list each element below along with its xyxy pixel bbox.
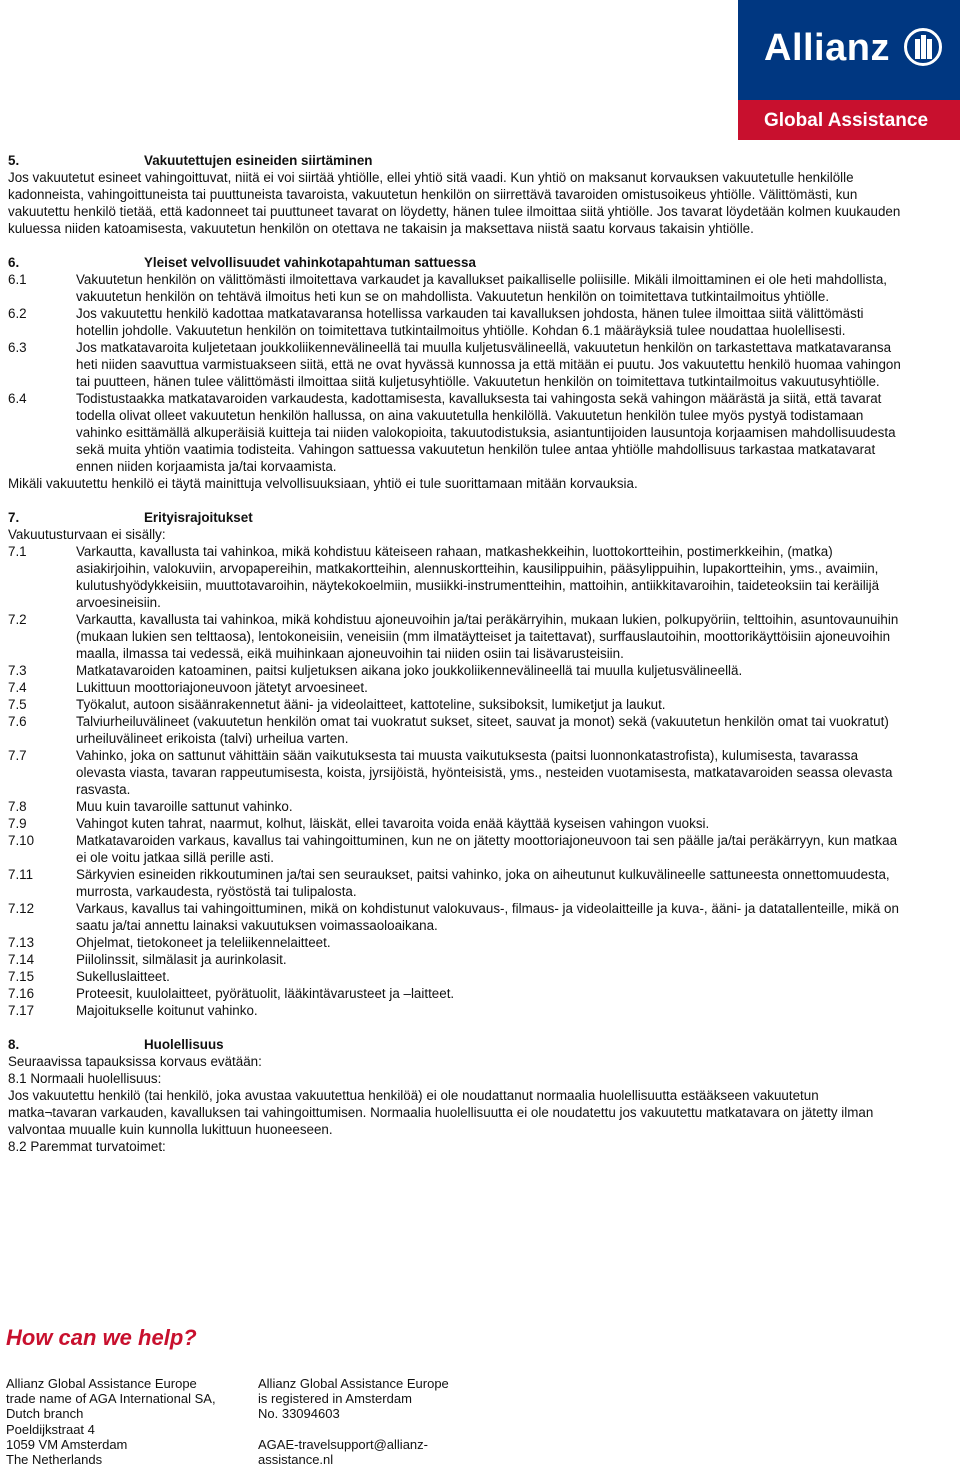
item-text: Talviurheiluvälineet (vakuutetun henkilön omat tai vuokratut sukset, siteet, sauvat ja monot) sekä (vakuutetun henkilön omat tai vuokratut) urheiluvälineet erikoista (talvi) urheilua varten.: [76, 714, 889, 746]
section-number: 8.: [8, 1037, 20, 1052]
section-number: 6.: [8, 255, 20, 270]
section-heading: [8, 509, 908, 526]
item-text: Sukelluslaitteet.: [76, 969, 170, 984]
footer-line: AGAE-travelsupport@allianz-: [258, 1436, 428, 1452]
item-number: 7.3: [8, 663, 27, 678]
section-title: Yleiset velvollisuudet vahinkotapahtuman sattuessa: [144, 255, 476, 270]
item-number: 7.10: [8, 833, 35, 848]
item-text: Ohjelmat, tietokoneet ja teleliikennelaitteet.: [76, 935, 331, 950]
section-heading: [8, 1036, 908, 1053]
item-number: 7.7: [8, 748, 27, 763]
item-number: 7.17: [8, 1003, 35, 1018]
list-item: [8, 934, 908, 951]
list-item: [8, 543, 908, 611]
item-text: Todistustaakka matkatavaroiden varkaudesta, kadottamisesta, kavalluksesta tai vahingosta sekä vahingon määrästä ja siitä, että tavarat todella olivat olleet vakuutetun henkilön hallussa, on aina vakuutetulla henkilöllä. Vakuutetun henkilön tulee myös pystyä todistamaan vahinko esittämällä alkuperäisiä kuitteja tai niiden valokopioita, takuutodistuksia, asiantuntijoiden lausuntoja korjaamisen mahdollisuudesta sekä muita yhtiön vaatimia todisteita. Vahingon sattuessa vakuutetun henkilön tulee antaa yhtiölle mahdollisuus tarkastaa matkatavarat ennen niiden korjaamista ja/tai korvaamista.: [76, 391, 896, 474]
section-title: Vakuutettujen esineiden siirtäminen: [144, 153, 373, 168]
section-number: 7.: [8, 510, 20, 525]
paragraph: 8.2 Paremmat turvatoimet:: [8, 1139, 166, 1154]
paragraph: Vakuutusturvaan ei sisälly:: [8, 527, 166, 542]
footer-right: [258, 1376, 449, 1467]
footer-line: Poeldijkstraat 4: [6, 1421, 95, 1437]
list-item: [8, 832, 908, 866]
item-number: 7.12: [8, 901, 35, 916]
section-title: Erityisrajoitukset: [144, 510, 253, 525]
paragraph: Mikäli vakuutettu henkilö ei täytä mainittuja velvollisuuksiaan, yhtiö ei tule suorittamaan mitään korvauksia.: [8, 476, 638, 491]
item-text: Muu kuin tavaroille sattunut vahinko.: [76, 799, 293, 814]
footer-line: 1059 VM Amsterdam: [6, 1436, 128, 1452]
list-item: [8, 713, 908, 747]
allianz-eagle-icon: [904, 28, 942, 66]
item-text: Lukittuun moottoriajoneuvoon jätetyt arvoesineet.: [76, 680, 368, 695]
list-item: [8, 1002, 908, 1019]
item-text: Majoitukselle koitunut vahinko.: [76, 1003, 258, 1018]
item-text: Piilolinssit, silmälasit ja aurinkolasit.: [76, 952, 287, 967]
item-text: Työkalut, autoon sisäänrakennetut ääni- ja videolaitteet, kattoteline, suksiboksit, lumiketjut ja laukut.: [76, 697, 666, 712]
list-item: [8, 866, 908, 900]
item-number: 7.8: [8, 799, 27, 814]
footer-line: No. 33094603: [258, 1406, 340, 1422]
list-item: [8, 951, 908, 968]
logo-sub: Global Assistance: [764, 110, 929, 131]
section-number: 5.: [8, 153, 20, 168]
item-text: Särkyvien esineiden rikkoutuminen ja/tai sen seuraukset, paitsi vahinko, joka on aiheutunut kulkuvälineelle sattuneesta onnettomuudesta, murrosta, varkaudesta, ryöstöstä tai tulipalosta.: [76, 867, 890, 899]
logo-brand: Allianz: [764, 27, 890, 69]
section: [8, 152, 908, 237]
item-number: 7.11: [8, 867, 34, 882]
section-heading: [8, 254, 908, 271]
item-text: Vakuutetun henkilön on välittömästi ilmoitettava varkaudet ja kavallukset paikalliselle poliisille. Mikäli ilmoittaminen ei ole heti mahdollista, vakuutetun henkilön on tehtävä ilmoitus heti kun se on mahdollista. Vakuutetun henkilön on toimitettava tutkintailmoitus yhtiölle.: [76, 272, 888, 304]
item-number: 7.15: [8, 969, 35, 984]
item-text: Matkatavaroiden katoaminen, paitsi kuljetuksen aikana joko joukkoliikennevälineellä tai muulla kuljetusvälineellä.: [76, 663, 743, 678]
item-text: Varkautta, kavallusta tai vahinkoa, mikä kohdistuu ajoneuvoihin ja/tai peräkärryihin, mukaan lukien, polkupyöriin, telttoihin, asuntovaunuihin (mukaan lukien sen telttaosa), lentokoneisiin, veneisiin (mm ilmatäytteiset ja taitettavat), surffauslautoihin, moottorikäyttöisiin ajoneuvoihin maalla, ilmassa tai vedessä, eikä muihinkaan ajoneuvoihin tai niiden osiin tai lisävarusteisiin.: [76, 612, 899, 661]
section: [8, 1036, 908, 1155]
paragraph: Seuraavissa tapauksissa korvaus evätään:: [8, 1054, 262, 1069]
item-number: 6.1: [8, 272, 27, 287]
item-number: 7.6: [8, 714, 27, 729]
list-item: [8, 747, 908, 798]
document-body: [8, 152, 908, 1172]
footer-line: The Netherlands: [6, 1452, 103, 1468]
item-number: 7.14: [8, 952, 35, 967]
footer-line: Allianz Global Assistance Europe: [6, 1376, 197, 1391]
item-number: 6.4: [8, 391, 27, 406]
footer-line: is registered in Amsterdam: [258, 1391, 412, 1407]
item-number: 7.4: [8, 680, 27, 695]
item-text: Varkaus, kavallus tai vahingoittuminen, mikä on kohdistunut valokuvaus-, filmaus- ja videolaitteille ja kuva-, ääni- ja datatallenteille, mikä on saatu ja/tai annettu lainaksi vakuutuksen voimassaoloaikana.: [76, 901, 899, 933]
list-item: [8, 985, 908, 1002]
list-item: [8, 798, 908, 815]
item-text: Jos vakuutettu henkilö kadottaa matkatavaransa hotellissa varkauden tai kavalluksen johdosta, hänen tulee ilmoittaa siitä välittömästi hotellin johdolle. Vakuutetun henkilön on toimitettava tutkintailmoitus yhtiölle. Kohdan 6.1 määräyksiä tulee noudattaa huolellisesti.: [76, 306, 864, 338]
logo-subband: [738, 100, 960, 140]
list-item: [8, 662, 908, 679]
item-text: Varkautta, kavallusta tai vahinkoa, mikä kohdistuu käteiseen rahaan, matkashekkeihin, luottokortteihin, postimerkkeihin, (matka) asiakirjoihin, valokuviin, arvopapereihin, matkakortteihin, alennuskortteihin, kausilippuihin, pääsylippuihin, lupakortteihin, yms., avaimiin, kulutushyödykkeisiin, muuttotavaroihin, näytekokoelmiin, musiikki-instrumentteihin, mattoihin, antiikkitavaroihin, taideteoksiin tai keräilijä arvoesineisiin.: [76, 544, 880, 610]
item-number: 7.16: [8, 986, 35, 1001]
list-item: [8, 611, 908, 662]
list-item: [8, 339, 908, 390]
help-heading: How can we help?: [6, 1325, 197, 1350]
list-item: [8, 815, 908, 832]
item-text: Jos matkatavaroita kuljetetaan joukkoliikennevälineellä tai muulla kuljetusvälineellä, vakuutetun henkilön on tarkastettava matkatavaransa heti niiden saavuttua varmistuakseen siitä, että ne ovat hyvässä kunnossa ja että mitään ei puutu. Jos vakuutettu henkilö huomaa vahingon tai puutteen, hänen tulee välittömästi ilmoittaa siitä kuljetusyhtiölle. Vakuutetun henkilön on toimitettava tutkintailmoitus vakuutusyhtiölle.: [76, 340, 901, 389]
footer-line: assistance.nl: [258, 1452, 334, 1468]
item-number: 7.13: [8, 935, 35, 950]
list-item: [8, 696, 908, 713]
list-item: [8, 271, 908, 305]
section: [8, 254, 908, 492]
item-text: Matkatavaroiden varkaus, kavallus tai vahingoittuminen, kun ne on jätetty moottoriajoneuvoon tai sen päälle ja/tai peräkärryyn, kun matkaa ei ole voitu jatkaa sillä perille asti.: [76, 833, 898, 865]
paragraph: Jos vakuutetut esineet vahingoittuvat, niitä ei voi siirtää yhtiölle, ellei yhtiö sitä vaadi. Kun yhtiö on maksanut korvauksen vakuutetulle henkilölle kadonneista, vahingoittuneista tai puuttuneista tavaroista, vakuutetun henkilön on siirrettävä tavaroiden omistusoikeus yhtiölle. Välittömästi, kun vakuutettu henkilö tietää, että kadonneet tai puuttuneet tavarat on löydetty, hänen tulee ilmoittaa siitä yhtiölle. Jos tavarat löydetään kolmen kuukauden kuluessa niiden katoamisesta, vakuutetun henkilön on otettava ne takaisin ja maksettava niistä saatu korvaus takaisin yhtiölle.: [8, 170, 901, 236]
item-number: 7.1: [8, 544, 27, 559]
footer-line: Dutch branch: [6, 1406, 84, 1422]
section-title: Huolellisuus: [144, 1037, 224, 1052]
list-item: [8, 679, 908, 696]
section-heading: [8, 152, 908, 169]
footer-line: [258, 1422, 449, 1437]
list-item: [8, 900, 908, 934]
item-text: Proteesit, kuulolaitteet, pyörätuolit, lääkintävarusteet ja –laitteet.: [76, 986, 455, 1001]
allianz-logo: [738, 0, 960, 140]
item-number: 7.5: [8, 697, 27, 712]
footer-left: [6, 1376, 216, 1467]
footer-line: Allianz Global Assistance Europe: [258, 1376, 449, 1391]
item-number: 6.3: [8, 340, 27, 355]
footer-line: trade name of AGA International SA,: [6, 1391, 216, 1407]
list-item: [8, 968, 908, 985]
item-text: Vahingot kuten tahrat, naarmut, kolhut, läiskät, ellei tavaroita voida enää käyttää kyseisen vahingon vuoksi.: [76, 816, 710, 831]
item-text: Vahinko, joka on sattunut vähittäin sään vaikutuksesta tai muusta vaikutuksesta (paitsi luonnonkatastrofista), kulumisesta, tavarassa olevasta viasta, tavaran rappeutumisesta, koista, jyrsijöistä, hyönteisistä, yms., nesteiden vuotamisesta, matkatavaroiden seassa olevasta rasvasta.: [76, 748, 893, 797]
paragraph: 8.1 Normaali huolellisuus:: [8, 1071, 162, 1086]
list-item: [8, 390, 908, 475]
item-number: 6.2: [8, 306, 27, 321]
list-item: [8, 305, 908, 339]
item-number: 7.9: [8, 816, 27, 831]
item-number: 7.2: [8, 612, 27, 627]
section: [8, 509, 908, 1019]
paragraph: Jos vakuutettu henkilö (tai henkilö, joka avustaa vakuutettua henkilöä) ei ole noudattanut normaalia huolellisuutta estääkseen vakuutetun matka¬tavaran varkauden, kavalluksen tai vahingoittumisen. Normaalia huolellisuutta ei ole noudatettu jos vakuutettu matkatavara on jätetty ilman valvontaa muualle kuin kunnolla lukittuun huoneeseen.: [8, 1088, 874, 1137]
